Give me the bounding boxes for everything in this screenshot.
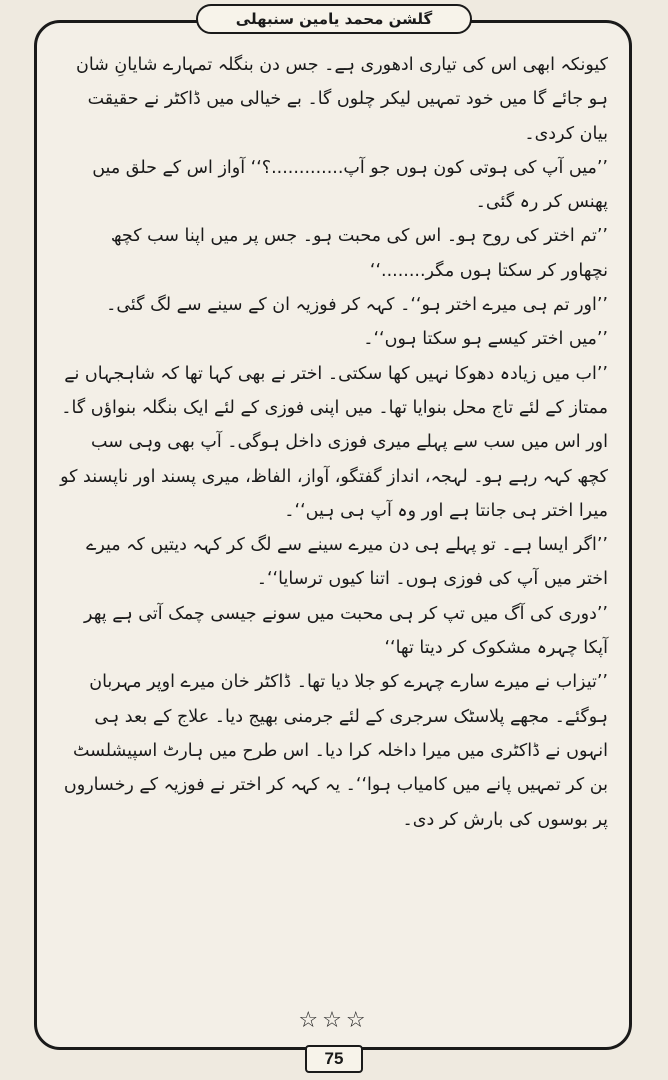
story-text bbox=[60, 48, 608, 837]
paragraph: ’’میں آپ کی ہوتی کون ہوں جو آپ.............؟‘‘ آواز اس کے حلق میں پھنس کر رہ گئی۔ bbox=[92, 157, 608, 213]
paragraph: ’’دوری کی آگ میں تپ کر ہی محبت میں سونے جیسی چمک آتی ہے پھر آپکا چہرہ مشکوک کر دیتا تھا‘‘ bbox=[84, 603, 608, 659]
paragraph: ’’تیزاب نے میرے سارے چہرے کو جلا دیا تھا۔ ڈاکٹر خان میرے اوپر مہربان ہوگئے۔ مجھے پلاسٹک سرجری کے لئے جرمنی بھیج دیا۔ علاج کے بعد ہی انہوں نے ڈاکٹری میں میرا داخلہ کرا دیا۔ اس طرح میں ہارٹ اسپیشلسٹ بن کر تمہیں پانے میں کامیاب ہوا‘‘۔ یہ کہہ کر اختر نے فوزیہ کے رخساروں پر بوسوں کی بارش کر دی۔ bbox=[63, 672, 608, 830]
paragraph: ’’اگر ایسا ہے۔ تو پہلے ہی دن میرے سینے سے لگ کر کہہ دیتیں کہ میرے اختر میں آپ کی فوزی ہوں۔ اتنا کیوں ترسایا‘‘۔ bbox=[86, 535, 608, 590]
paragraph: ’’اب میں زیادہ دھوکا نہیں کھا سکتی۔ اختر نے بھی کہا تھا کہ شاہجہاں نے ممتاز کے لئے تاج محل بنوایا تھا۔ میں اپنی فوزی کے لئے ایک بنگلہ بنواؤں گا۔ اور اس میں سب سے پہلے میری فوزی داخل ہوگی۔ آپ بھی وہی سب کچھ کہہ رہے ہو۔ لہجہ، انداز گفتگو، آواز، الفاظ، میری پسند اور ناپسند کو میرا اختر ہی جانتا ہے اور وہ آپ ہی ہیں‘‘۔ bbox=[60, 363, 608, 521]
paragraph: کیونکہ ابھی اس کی تیاری ادھوری ہے۔ جس دن بنگلہ تمہارے شایانِ شان ہو جائے گا میں خود تمہیں لیکر چلوں گا۔ بے خیالی میں ڈاکٹر نے حقیقت بیان کردی۔ bbox=[76, 55, 608, 144]
page-number-value: 75 bbox=[324, 1049, 344, 1068]
paragraph: ’’اور تم ہی میرے اختر ہو‘‘۔ کہہ کر فوزیہ ان کے سینے سے لگ گئی۔ bbox=[106, 295, 608, 316]
paragraph: ’’تم اختر کی روح ہو۔ اس کی محبت ہو۔ جس پر میں اپنا سب کچھ نچھاور کر سکتا ہوں مگر........‘‘ bbox=[110, 226, 608, 281]
section-end-ornament: ☆☆☆ bbox=[298, 1008, 370, 1033]
paragraph: ’’میں اختر کیسے ہو سکتا ہوں‘‘۔ bbox=[363, 329, 608, 350]
running-header-title: گلشن محمد یامین سنبھلی bbox=[235, 10, 433, 28]
page-number bbox=[305, 1045, 363, 1073]
running-header bbox=[196, 4, 472, 34]
